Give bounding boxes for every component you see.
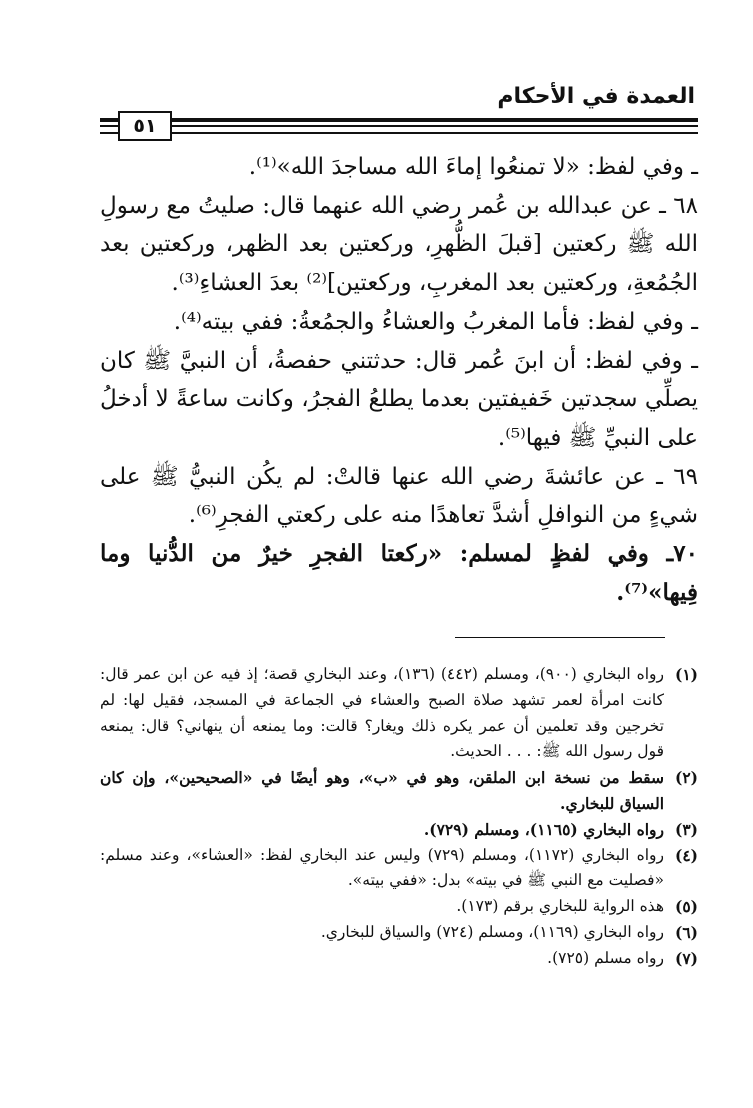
footnote-text: رواه البخاري (١١٦٥)، ومسلم (٧٢٩). [423,819,664,839]
footnote-number: (٤) [674,845,698,865]
page-number-box: ٥١ [118,111,172,141]
footnote [100,920,698,946]
footnote [100,946,698,972]
footnotes [100,662,698,972]
footnote-text: سقط من نسخة ابن الملقن، وهو في «ب»، وهو أيضًا في «الصحيحين»، وإن كان السياق للبخاري. [100,768,664,813]
text-paragraph: ـ وفي لفظ: «لا تمنعُوا إماءَ الله مساجدَ الله»⁽¹⁾. [248,154,698,180]
footnote [100,765,698,817]
footnote [100,843,698,895]
footnote-separator [455,637,665,638]
text-paragraph: ٧٠ـ وفي لفظٍ لمسلم: «ركعتا الفجرِ خيرٌ من الدُّنيا وما فِيها»⁽⁷⁾. [100,540,698,606]
footnote-text: هذه الرواية للبخاري برقم (١٧٣). [456,897,664,916]
footnote-number: (٣) [674,819,698,839]
footnote-text: رواه البخاري (١١٦٩)، ومسلم (٧٢٤) والسياق للبخاري. [320,922,664,941]
text-paragraph: ـ وفي لفظ: فأما المغربُ والعشاءُ والجمُعةُ: ففي بيته⁽⁴⁾. [173,308,698,335]
footnote-text: رواه البخاري (٩٠٠)، ومسلم (٤٤٢) (١٣٦)، وعند البخاري قصة؛ إذ فيه عن ابن عمر قال: كانت امرأة لعمر تشهد صلاة الصبح والعشاء في الجماعة في المسجد، فقيل لها: لم تخرجين وقد تعلمين أن عمر يكره ذلك ويغار؟ قالت: وما يمنعه أن ينهاني؟ قال: يمنعه قول رسول الله ﷺ: . . . الحديث. [100,665,665,761]
footnote-number: (٦) [674,922,698,942]
footnote [100,894,698,920]
footnote-number: (٧) [674,948,698,968]
main-text [100,148,698,612]
footnote-number: (١) [674,665,698,684]
footnote [100,662,698,765]
footnote-text: رواه مسلم (٧٢٥). [547,948,664,967]
footnote-number: (٢) [674,768,698,788]
text-paragraph: ٦٩ ـ عن عائشةَ رضي الله عنها قالتْ: لم يكُن النبيُّ ﷺ على شيءٍ من النوافلِ أشدَّ تعاهدًا منه على ركعتي الفجرِ⁽⁶⁾. [100,463,698,529]
running-header-title: العمدة في الأحكام [497,84,695,109]
text-paragraph: ٦٨ ـ عن عبدالله بن عُمر رضي الله عنهما قال: صليتُ مع رسولِ الله ﷺ ركعتين [قبلَ الظُّهرِ، وركعتين بعد الظهر، وركعتين بعد الجُمُعةِ، وركعتين بعد المغربِ، وركعتين]⁽²⁾ بعدَ العشاءِ⁽³⁾. [100,192,698,297]
footnote-text: رواه البخاري (١١٧٢)، ومسلم (٧٢٩) وليس عند البخاري لفظ: «العشاء»، وعند مسلم: «فصليت مع النبي ﷺ في بيته» بدل: «ففي بيته». [100,845,664,890]
text-paragraph: ـ وفي لفظ: أن ابنَ عُمر قال: حدثتني حفصةُ، أن النبيَّ ﷺ كان يصلِّي سجدتين خَفيفتين بعدما يطلعُ الفجرُ، وكانت ساعةً لا أدخلُ على النبيِّ ﷺ فيها⁽⁵⁾. [100,347,698,451]
footnote-number: (٥) [674,897,698,917]
footnote [100,817,698,843]
header-rule-thick [100,118,698,122]
header-rule-under [100,132,698,134]
header-rule-thin [100,125,698,127]
